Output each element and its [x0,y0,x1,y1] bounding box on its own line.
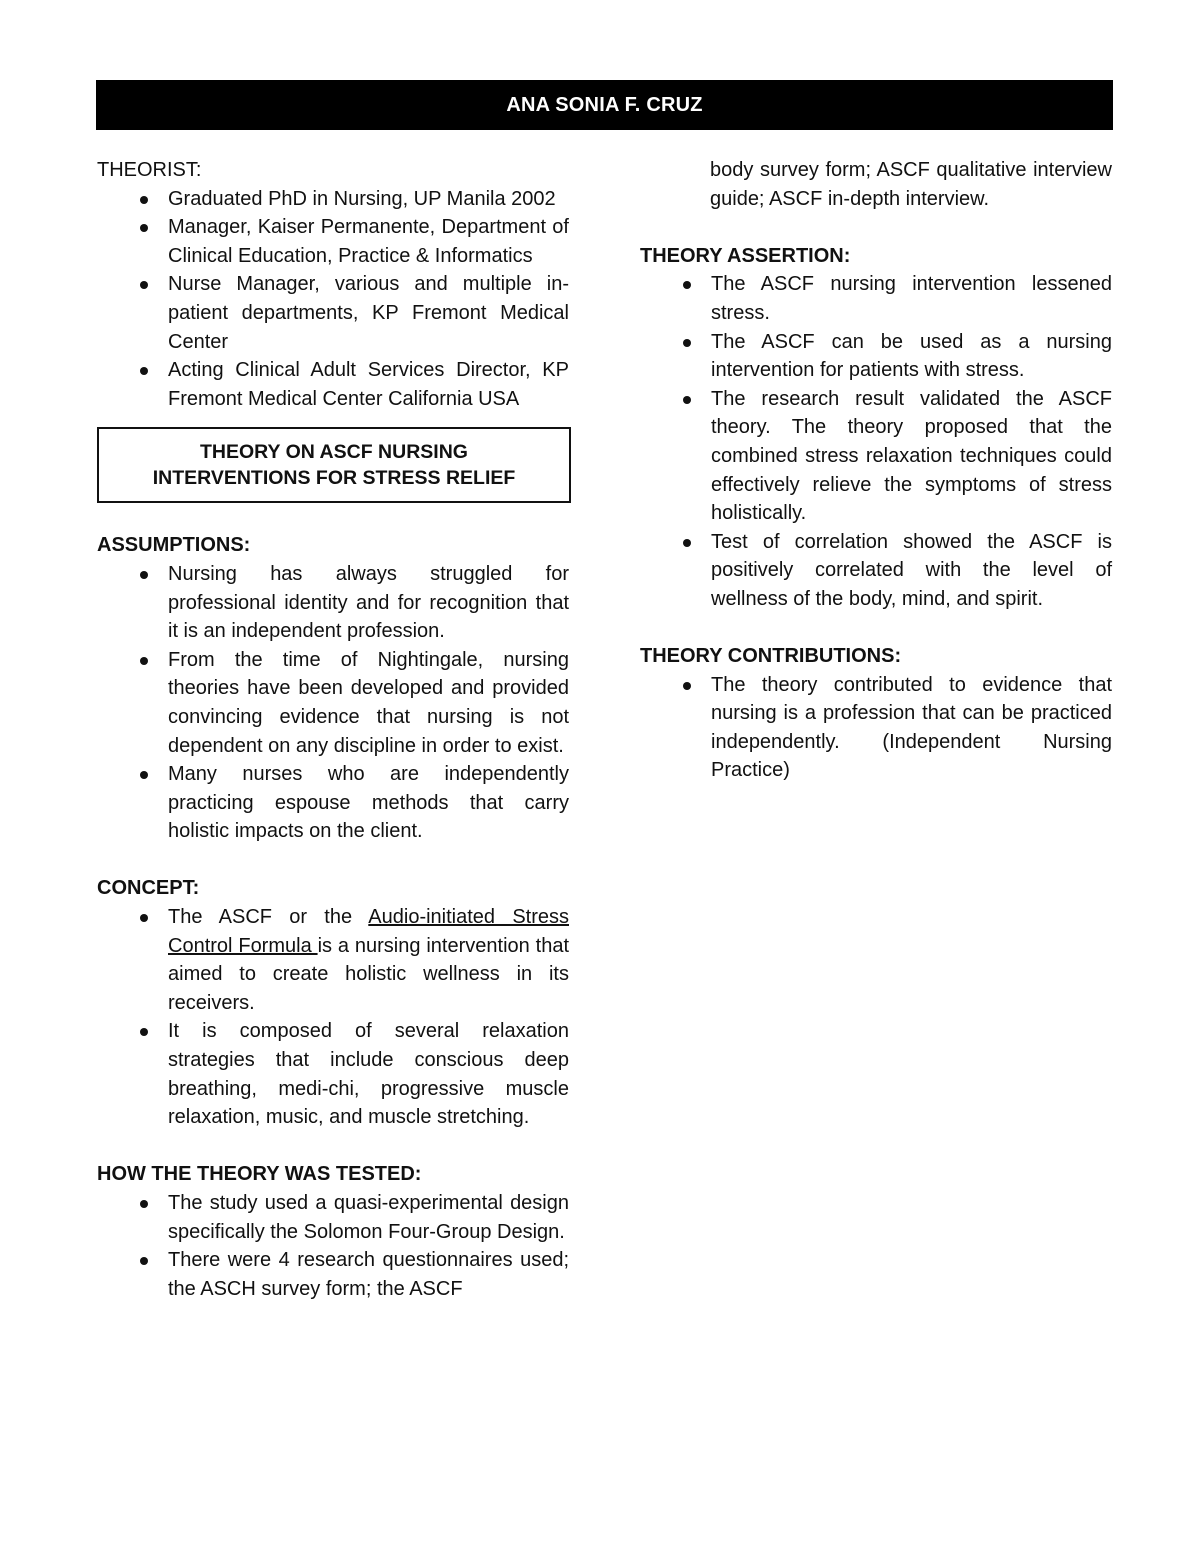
contributions-heading: THEORY CONTRIBUTIONS: [640,645,902,668]
right-column [640,156,1112,785]
contributions-list [640,671,1112,785]
document-title: ANA SONIA F. CRUZ [96,80,1113,130]
bullet-icon [140,571,148,579]
bullet-icon [683,539,691,547]
tested-heading: HOW THE THEORY WAS TESTED: [97,1163,422,1186]
bullet-icon [140,657,148,665]
bullet-icon [140,281,148,289]
list-item: From the time of Nightingale, nursing theories have been developed and provided convincing evidence that nursing is not dependent on any discipline in order to exist. [97,646,569,760]
concept-list [97,903,569,1132]
bullet-icon [140,196,148,204]
bullet-icon [140,914,148,922]
list-item: Many nurses who are independently practicing espouse methods that carry holistic impacts on the client. [97,760,569,846]
theorist-list [97,185,569,414]
bullet-icon [683,682,691,690]
bullet-icon [683,339,691,347]
assertion-heading: THEORY ASSERTION: [640,244,851,267]
tested-list [97,1189,569,1303]
assumptions-list [97,560,569,846]
theorist-label: THEORIST: [97,159,202,181]
tested-item-continuation: body survey form; ASCF qualitative interview guide; ASCF in-depth interview. [710,159,1112,210]
bullet-icon [683,396,691,404]
bullet-icon [140,1257,148,1265]
list-item: The research result validated the ASCF theory. The theory proposed that the combined stress relaxation techniques could effectively relieve the symptoms of stress holistically. [640,385,1112,528]
bullet-icon [140,771,148,779]
list-item: There were 4 research questionnaires used; the ASCH survey form; the ASCF [97,1246,569,1303]
theory-title-box [97,427,571,503]
theory-title-line: INTERVENTIONS FOR STRESS RELIEF [152,467,516,490]
left-column [97,156,569,1303]
theory-title-line: THEORY ON ASCF NURSING [200,441,468,464]
list-item: Manager, Kaiser Permanente, Department of Clinical Education, Practice & Informatics [97,213,569,270]
concept-heading: CONCEPT: [97,877,200,900]
list-item: The theory contributed to evidence that nursing is a profession that can be practiced independently. (Independent Nursing Practice) [640,671,1112,785]
list-item: The ASCF can be used as a nursing intervention for patients with stress. [640,328,1112,385]
list-item: Nurse Manager, various and multiple in-patient departments, KP Fremont Medical Center [97,270,569,356]
list-item: The study used a quasi-experimental design specifically the Solomon Four-Group Design. [97,1189,569,1246]
bullet-icon [140,367,148,375]
list-item: It is composed of several relaxation strategies that include conscious deep breathing, medi-chi, progressive muscle relaxation, music, and muscle stretching. [97,1017,569,1131]
list-item: The ASCF or the Audio-initiated Stress Control Formula is a nursing intervention that aimed to create holistic wellness in its receivers. [97,903,569,1017]
list-item: Test of correlation showed the ASCF is positively correlated with the level of wellness of the body, mind, and spirit. [640,528,1112,614]
bullet-icon [683,281,691,289]
bullet-icon [140,1028,148,1036]
list-item: The ASCF nursing intervention lessened stress. [640,270,1112,327]
bullet-icon [140,224,148,232]
assertion-list [640,270,1112,613]
list-item: Nursing has always struggled for professional identity and for recognition that it is an independent profession. [97,560,569,646]
assumptions-heading: ASSUMPTIONS: [97,534,251,557]
bullet-icon [140,1200,148,1208]
ascf-term-link: Audio-initiated Stress Control Formula [168,906,569,957]
list-item: Acting Clinical Adult Services Director, KP Fremont Medical Center California USA [97,356,569,413]
list-item: Graduated PhD in Nursing, UP Manila 2002 [97,185,569,214]
